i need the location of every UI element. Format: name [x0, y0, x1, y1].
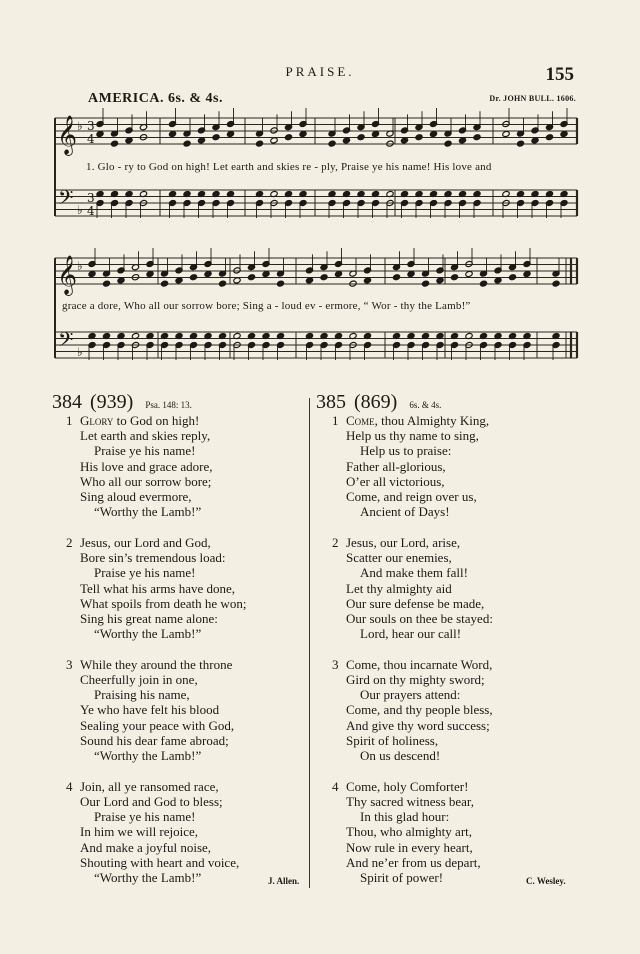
- verse-line: [346, 413, 489, 428]
- note-head: [465, 270, 473, 277]
- verse-line: Praise ye his name!: [94, 809, 196, 825]
- hymn-alt-number: (939): [90, 391, 134, 413]
- verse-line: Praise ye his name!: [94, 565, 196, 581]
- note-head: [276, 280, 284, 287]
- note-head: [168, 130, 176, 137]
- note-head: [146, 270, 154, 277]
- verse-number: 3: [66, 656, 73, 672]
- verse-line: Father all-glorious,: [346, 458, 446, 474]
- verse-line: Sing his great name alone:: [80, 610, 218, 626]
- note-head: [502, 130, 510, 137]
- verse-number: 1: [332, 413, 339, 428]
- verse-number: 3: [332, 656, 339, 672]
- verse-line: Gird on thy mighty sword;: [346, 672, 485, 687]
- music-score: [0, 0, 640, 400]
- verse-line: Come, thou incarnate Word,: [346, 656, 493, 672]
- verse-line: His love and grace adore,: [80, 458, 213, 474]
- note-head: [255, 140, 263, 147]
- note-head: [218, 280, 226, 287]
- verse-line: And make them fall!: [360, 565, 468, 581]
- verse-line: Praise ye his name!: [94, 443, 196, 459]
- verse-line: Ancient of Days!: [360, 504, 450, 520]
- music-lyrics-line-2: grace a dore, Who all our sorrow bore; Sing a - loud ev - ermore, “ Wor - thy the Lamb!”: [62, 300, 471, 312]
- verse-line: Praising his name,: [94, 687, 190, 703]
- verse-line: Come, holy Comforter!: [346, 778, 469, 794]
- music-lyrics-line-1: 1. Glo - ry to God on high! Let earth and skies re - ply, Praise ye his name! His love and: [86, 161, 492, 173]
- verse-line: Help us to praise:: [360, 443, 452, 459]
- note-head: [407, 270, 415, 277]
- clef-symbol: 𝄞: [57, 115, 78, 155]
- note-head: [450, 274, 458, 281]
- verse-line: Cheerfully join in one,: [80, 672, 198, 687]
- note-head: [516, 140, 524, 147]
- verse-number: 1: [66, 413, 73, 428]
- verse-line: Join, all ye ransomed race,: [80, 778, 219, 794]
- tune-composer: Dr. JOHN BULL. 1606.: [489, 94, 576, 103]
- verse-line: Tell what his arms have done,: [80, 580, 236, 596]
- verse-line: [80, 413, 199, 428]
- note-head: [262, 270, 270, 277]
- note-head: [421, 280, 429, 287]
- verse-number: 2: [66, 534, 73, 550]
- note-head: [102, 280, 110, 287]
- note-head: [429, 130, 437, 137]
- column-divider: [309, 398, 310, 888]
- verse-line: On us descend!: [360, 748, 441, 763]
- note-head: [552, 280, 560, 287]
- note-head: [212, 134, 220, 141]
- verse-line: Who all our sorrow bore;: [80, 473, 212, 489]
- note-head: [183, 140, 191, 147]
- verse-line: In this glad hour:: [360, 809, 450, 825]
- note-head: [299, 130, 307, 137]
- verse-line: Thy sacred witness bear,: [346, 793, 474, 809]
- note-head: [357, 134, 365, 141]
- hymn-384-author: J. Allen.: [268, 876, 300, 886]
- verse-line: Our sure defense be made,: [346, 595, 485, 611]
- verse-line: Help us thy name to sing,: [346, 428, 479, 444]
- note-head: [545, 134, 553, 141]
- verse-line: Now rule in every heart,: [346, 839, 473, 855]
- clef-symbol: 3: [87, 119, 95, 133]
- hymn-384-heading: [52, 391, 192, 414]
- note-head: [444, 140, 452, 147]
- hymn-alt-number: (869): [354, 391, 398, 413]
- hymn-number: 384: [52, 391, 82, 413]
- note-head: [328, 140, 336, 147]
- verse-line: Our souls on thee be stayed:: [346, 610, 493, 626]
- note-head: [247, 274, 255, 281]
- clef-symbol: ♭: [77, 345, 83, 359]
- page-header-title: PRAISE.: [285, 64, 355, 79]
- verse-number: 4: [66, 778, 73, 794]
- verse-line: Let earth and skies reply,: [80, 428, 211, 444]
- verse-line: Jesus, our Lord, arise,: [346, 534, 461, 550]
- verse-line: Jesus, our Lord and God,: [80, 534, 211, 550]
- note-head: [523, 270, 531, 277]
- verse-line: Lord, hear our call!: [360, 626, 462, 642]
- verse-line-text: , thou Almighty King,: [374, 413, 490, 428]
- hymn-number: 385: [316, 391, 346, 413]
- clef-symbol: ♭: [77, 203, 83, 217]
- verse-line: Our prayers attend:: [360, 687, 461, 703]
- page-number: 155: [545, 64, 574, 85]
- verse-line: Shouting with heart and voice,: [80, 854, 240, 870]
- verse-line: Spirit of holiness,: [346, 732, 439, 748]
- verse-line: Scatter our enemies,: [346, 550, 452, 566]
- verse-line: Come, and reign over us,: [346, 489, 477, 504]
- clef-symbol: 4: [87, 204, 95, 218]
- note-head: [334, 270, 342, 277]
- verse-line: “Worthy the Lamb!”: [94, 504, 202, 520]
- note-head: [560, 130, 568, 137]
- verse-line-text: to God on high!: [113, 413, 200, 428]
- verse-line: And give thy word success;: [346, 717, 490, 733]
- verse-first-word: Glory: [80, 413, 114, 428]
- verse-line: And make a joyful noise,: [80, 839, 212, 855]
- note-head: [110, 140, 118, 147]
- note-head: [415, 134, 423, 141]
- note-head: [392, 274, 400, 281]
- verse-line: Sealing your peace with God,: [80, 717, 235, 733]
- clef-symbol: 𝄢: [58, 328, 74, 356]
- hymn-385-heading: [316, 391, 441, 414]
- note-head: [160, 280, 168, 287]
- note-head: [226, 130, 234, 137]
- clef-symbol: ♭: [77, 119, 83, 133]
- verse-line: While they around the throne: [80, 656, 233, 672]
- verse-line: Our Lord and God to bless;: [80, 793, 223, 809]
- verse-line: In him we will rejoice,: [80, 824, 199, 840]
- verse-line: Ye who have felt his blood: [80, 702, 220, 718]
- hymn-385-author: C. Wesley.: [526, 876, 566, 886]
- verse-line: Come, and thy people bless,: [346, 702, 493, 718]
- note-head: [189, 274, 197, 281]
- verse-line: What spoils from death he won;: [80, 595, 247, 611]
- verse-line: “Worthy the Lamb!”: [94, 748, 202, 763]
- verse-line: “Worthy the Lamb!”: [94, 869, 202, 885]
- clef-symbol: ♭: [77, 259, 83, 273]
- verse-first-word: Come: [346, 413, 375, 428]
- verse-number: 4: [332, 778, 339, 794]
- clef-symbol: 4: [87, 132, 95, 146]
- note-head: [96, 130, 104, 137]
- note-head: [320, 274, 328, 281]
- clef-symbol: 3: [87, 191, 95, 205]
- clef-symbol: 𝄢: [58, 186, 74, 214]
- note-head: [204, 270, 212, 277]
- verse-line: Sound his dear fame abroad;: [80, 732, 229, 748]
- note-head: [284, 134, 292, 141]
- tune-name: AMERICA. 6s. & 4s.: [88, 91, 223, 106]
- note-head: [473, 134, 481, 141]
- note-head: [479, 280, 487, 287]
- note-head: [508, 274, 516, 281]
- note-head: [88, 270, 96, 277]
- clef-symbol: 𝄞: [57, 255, 78, 295]
- verse-line: Sing aloud evermore,: [80, 489, 192, 504]
- verse-number: 2: [332, 534, 339, 550]
- verse-line: “Worthy the Lamb!”: [94, 626, 202, 642]
- hymn-reference: Psa. 148: 13.: [145, 400, 192, 410]
- verse-line: Bore sin’s tremendous load:: [80, 550, 226, 566]
- hymn-reference: 6s. & 4s.: [409, 400, 442, 410]
- verse-line: Thou, who almighty art,: [346, 824, 473, 840]
- verse-line: Spirit of power!: [360, 869, 444, 885]
- verse-line: Let thy almighty aid: [346, 580, 452, 596]
- note-head: [371, 130, 379, 137]
- verse-line: O’er all victorious,: [346, 473, 445, 489]
- verse-line: And ne’er from us depart,: [346, 854, 481, 870]
